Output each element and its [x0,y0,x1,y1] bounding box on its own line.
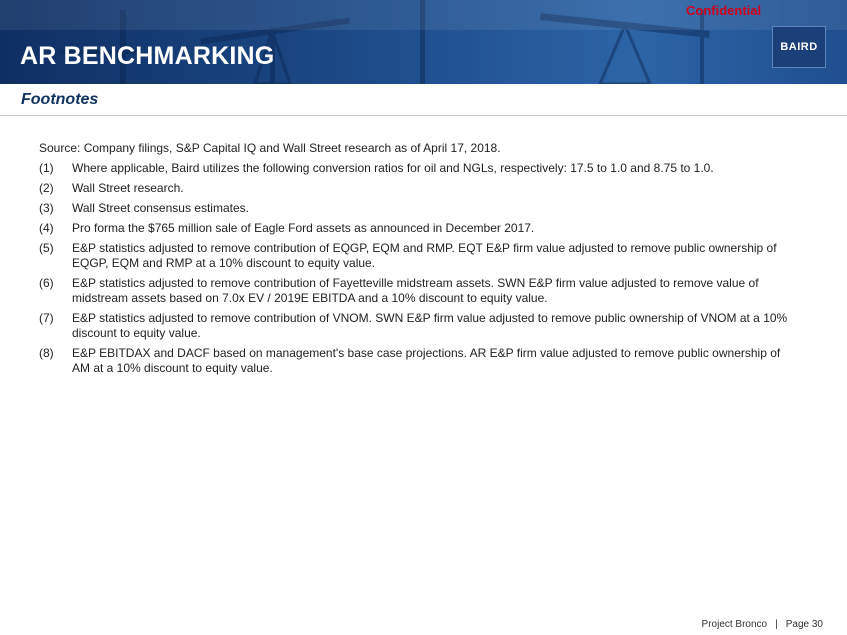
footnote-text: E&P EBITDAX and DACF based on management's base case projections. AR E&P firm value adjusted to remove public ownership of AM at a 10% discount to equity value. [72,346,781,375]
footnote-text: Where applicable, Baird utilizes the following conversion ratios for oil and NGLs, respectively: 17.5 to 1.0 and 8.75 to 1.0. [72,161,714,175]
baird-logo: BAIRD [772,26,826,68]
confidential-label: Confidential [686,3,762,18]
footnote-text: Wall Street consensus estimates. [72,201,249,215]
footer-separator: | [775,619,778,630]
footnote-text: Pro forma the $765 million sale of Eagle Ford assets as announced in December 2017. [72,221,535,235]
footnote-text: E&P statistics adjusted to remove contribution of Fayetteville midstream assets. SWN E&P firm value adjusted to remove value of midstream assets based on 7.0x EV / 2019E EBITDA and a 10% discount to equity value. [72,276,759,305]
footnote-number: (2) [39,181,54,195]
footnote-text: E&P statistics adjusted to remove contribution of VNOM. SWN E&P firm value adjusted to remove public ownership of VNOM at a 10% discount to equity value. [72,311,788,340]
footnote-item [39,201,799,216]
header-banner [0,0,847,84]
divider [0,115,847,116]
footnote-text: Wall Street research. [72,181,184,195]
footnote-item [39,346,799,376]
page-title: AR BENCHMARKING [20,42,275,70]
footnote-number: (7) [39,311,54,325]
footnote-item [39,311,799,341]
source-note: Source: Company filings, S&P Capital IQ and Wall Street research as of April 17, 2018. [39,141,501,155]
footnote-item [39,181,799,196]
footnote-number: (3) [39,201,54,215]
page-number: Page 30 [785,619,823,630]
footnote-number: (6) [39,276,54,290]
footnote-item [39,241,799,271]
footnote-text: E&P statistics adjusted to remove contribution of EQGP, EQM and RMP. EQT E&P firm value adjusted to remove public ownership of EQGP, EQM and RMP at a 10% discount to equity value. [72,241,777,270]
footnotes-list [39,141,799,381]
footnote-item [39,161,799,176]
page-footer [702,619,823,630]
footnote-number: (5) [39,241,54,255]
footnote-item [39,276,799,306]
footnote-number: (8) [39,346,54,360]
project-name: Project Bronco [701,619,768,630]
section-subtitle: Footnotes [21,91,99,108]
footnote-item [39,221,799,236]
footnote-number: (1) [39,161,54,175]
footnote-number: (4) [39,221,54,235]
